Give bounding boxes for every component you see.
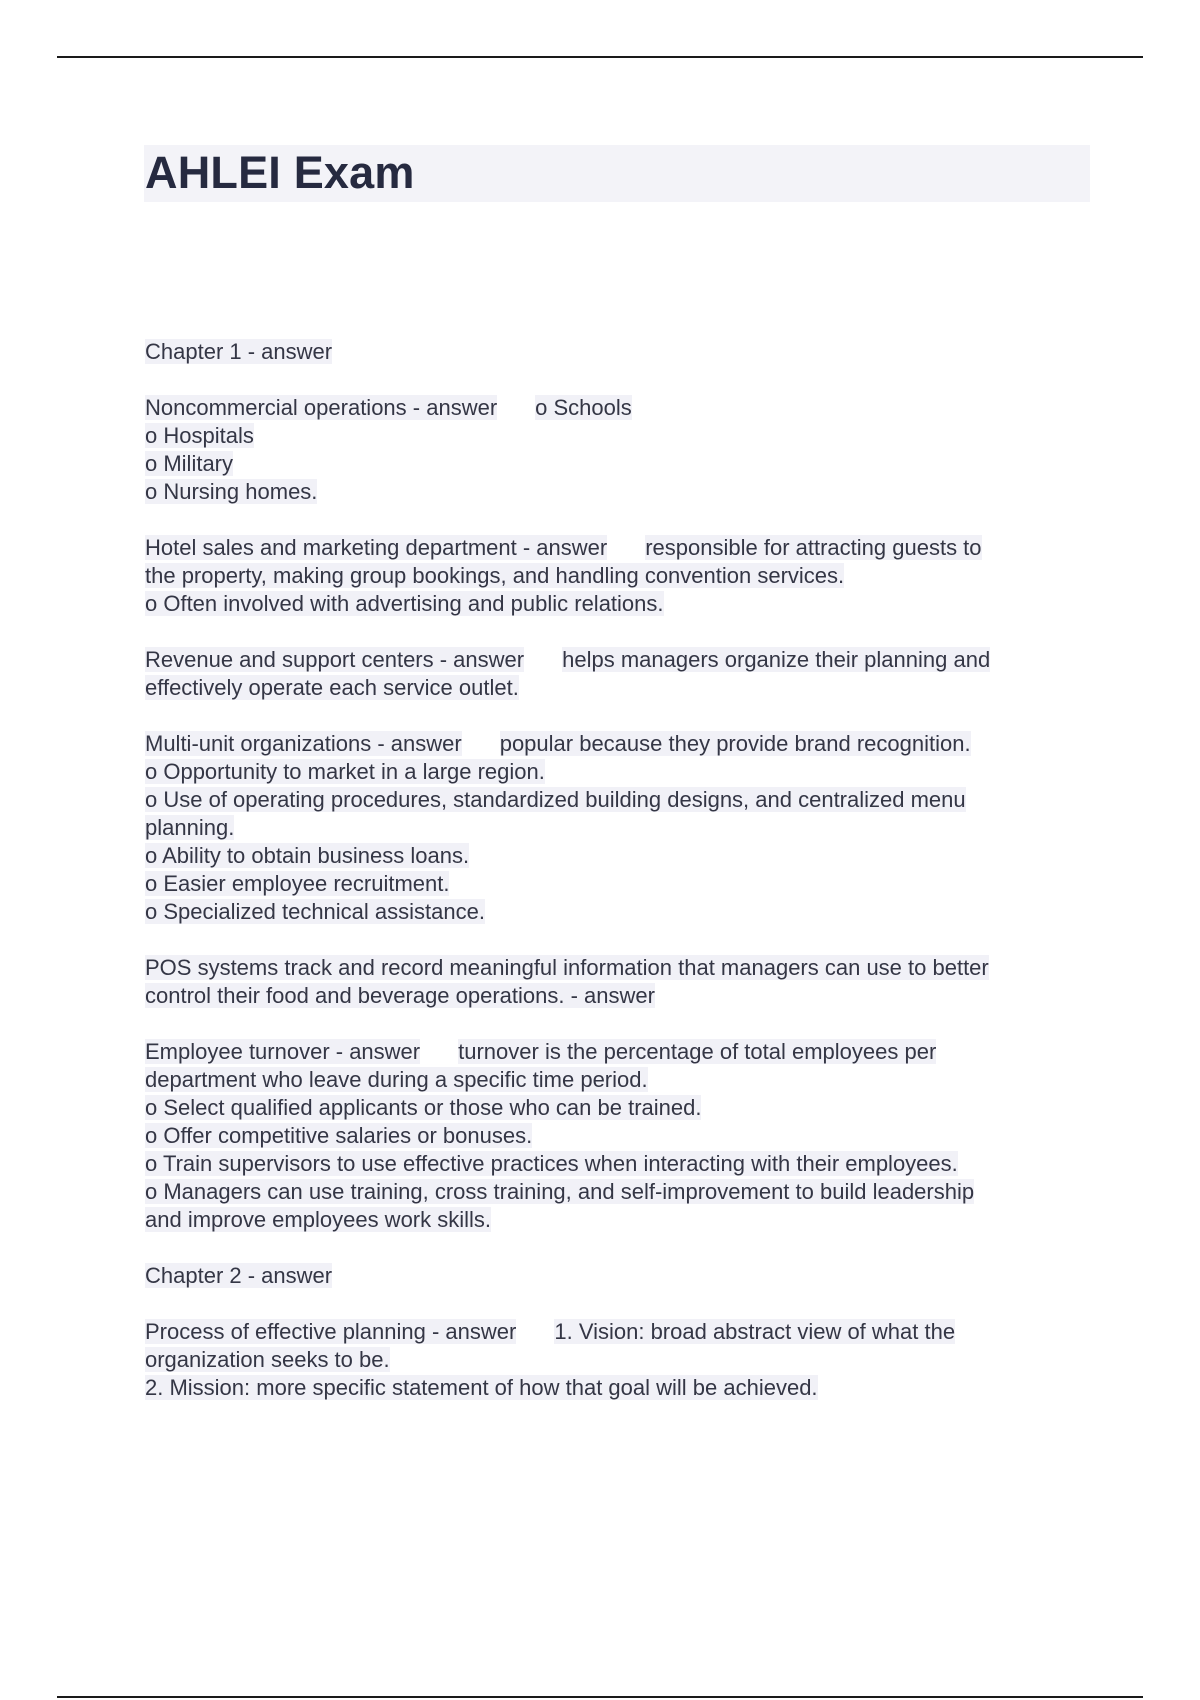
question-term: Revenue and support centers - answer bbox=[145, 647, 525, 672]
bottom-rule bbox=[57, 1696, 1143, 1698]
qa-paragraph bbox=[145, 646, 1095, 702]
text-line bbox=[145, 954, 1095, 982]
line-text: control their food and beverage operations. - answer bbox=[145, 983, 655, 1008]
text-line bbox=[145, 898, 1095, 926]
question-term: Noncommercial operations - answer bbox=[145, 395, 498, 420]
line-text: o Nursing homes. bbox=[145, 479, 318, 504]
answer-text: turnover is the percentage of total employees per bbox=[458, 1039, 937, 1064]
line-text: 2. Mission: more specific statement of how that goal will be achieved. bbox=[145, 1375, 818, 1400]
question-line bbox=[145, 1318, 1095, 1346]
qa-paragraph bbox=[145, 394, 1095, 506]
line-text: o Ability to obtain business loans. bbox=[145, 843, 470, 868]
text-line bbox=[145, 1206, 1095, 1234]
line-text: and improve employees work skills. bbox=[145, 1207, 492, 1232]
line-text: o Military bbox=[145, 451, 234, 476]
question-line bbox=[145, 730, 1095, 758]
text-line bbox=[145, 1346, 1095, 1374]
text-line bbox=[145, 1122, 1095, 1150]
text-line bbox=[145, 814, 1095, 842]
top-rule bbox=[57, 56, 1143, 58]
line-text: o Use of operating procedures, standardized building designs, and centralized menu bbox=[145, 787, 966, 812]
line-text: the property, making group bookings, and handling convention services. bbox=[145, 563, 845, 588]
text-line bbox=[145, 1150, 1095, 1178]
line-text: o Select qualified applicants or those who can be trained. bbox=[145, 1095, 702, 1120]
text-line bbox=[145, 1094, 1095, 1122]
answer-text: 1. Vision: broad abstract view of what the bbox=[554, 1319, 956, 1344]
line-text: o Opportunity to market in a large region. bbox=[145, 759, 545, 784]
text-line bbox=[145, 1374, 1095, 1402]
text-line bbox=[145, 758, 1095, 786]
question-line bbox=[145, 534, 1095, 562]
line-text: Chapter 1 - answer bbox=[145, 339, 333, 364]
line-text: POS systems track and record meaningful information that managers can use to better bbox=[145, 955, 989, 980]
line-text: o Train supervisors to use effective practices when interacting with their employees. bbox=[145, 1151, 958, 1176]
line-text: organization seeks to be. bbox=[145, 1347, 390, 1372]
qa-paragraph bbox=[145, 954, 1095, 1010]
line-text: o Hospitals bbox=[145, 423, 254, 448]
question-term: Hotel sales and marketing department - answer bbox=[145, 535, 608, 560]
line-text: department who leave during a specific time period. bbox=[145, 1067, 648, 1092]
line-text: o Easier employee recruitment. bbox=[145, 871, 450, 896]
text-line bbox=[145, 422, 1095, 450]
text-line bbox=[145, 1262, 1095, 1290]
text-line bbox=[145, 786, 1095, 814]
question-term: Process of effective planning - answer bbox=[145, 1319, 517, 1344]
document-body bbox=[145, 338, 1095, 1430]
qa-paragraph bbox=[145, 1262, 1095, 1290]
question-line bbox=[145, 1038, 1095, 1066]
answer-text: o Schools bbox=[535, 395, 632, 420]
qa-paragraph bbox=[145, 338, 1095, 366]
text-line bbox=[145, 870, 1095, 898]
text-line bbox=[145, 842, 1095, 870]
page-title: AHLEI Exam bbox=[145, 147, 415, 198]
text-line bbox=[145, 478, 1095, 506]
line-text: effectively operate each service outlet. bbox=[145, 675, 519, 700]
text-line bbox=[145, 338, 1095, 366]
text-line bbox=[145, 590, 1095, 618]
qa-paragraph bbox=[145, 730, 1095, 926]
question-line bbox=[145, 394, 1095, 422]
line-text: Chapter 2 - answer bbox=[145, 1263, 333, 1288]
text-line bbox=[145, 1178, 1095, 1206]
line-text: o Offer competitive salaries or bonuses. bbox=[145, 1123, 533, 1148]
text-line bbox=[145, 450, 1095, 478]
line-text: o Often involved with advertising and public relations. bbox=[145, 591, 664, 616]
question-line bbox=[145, 646, 1095, 674]
question-term: Employee turnover - answer bbox=[145, 1039, 421, 1064]
text-line bbox=[145, 674, 1095, 702]
line-text: o Managers can use training, cross training, and self-improvement to build leadership bbox=[145, 1179, 975, 1204]
answer-text: helps managers organize their planning and bbox=[562, 647, 991, 672]
line-text: o Specialized technical assistance. bbox=[145, 899, 485, 924]
qa-paragraph bbox=[145, 1038, 1095, 1234]
answer-text: responsible for attracting guests to bbox=[645, 535, 982, 560]
line-text: planning. bbox=[145, 815, 235, 840]
text-line bbox=[145, 1066, 1095, 1094]
qa-paragraph bbox=[145, 1318, 1095, 1402]
text-line bbox=[145, 982, 1095, 1010]
text-line bbox=[145, 562, 1095, 590]
answer-text: popular because they provide brand recognition. bbox=[499, 731, 971, 756]
question-term: Multi-unit organizations - answer bbox=[145, 731, 462, 756]
qa-paragraph bbox=[145, 534, 1095, 618]
